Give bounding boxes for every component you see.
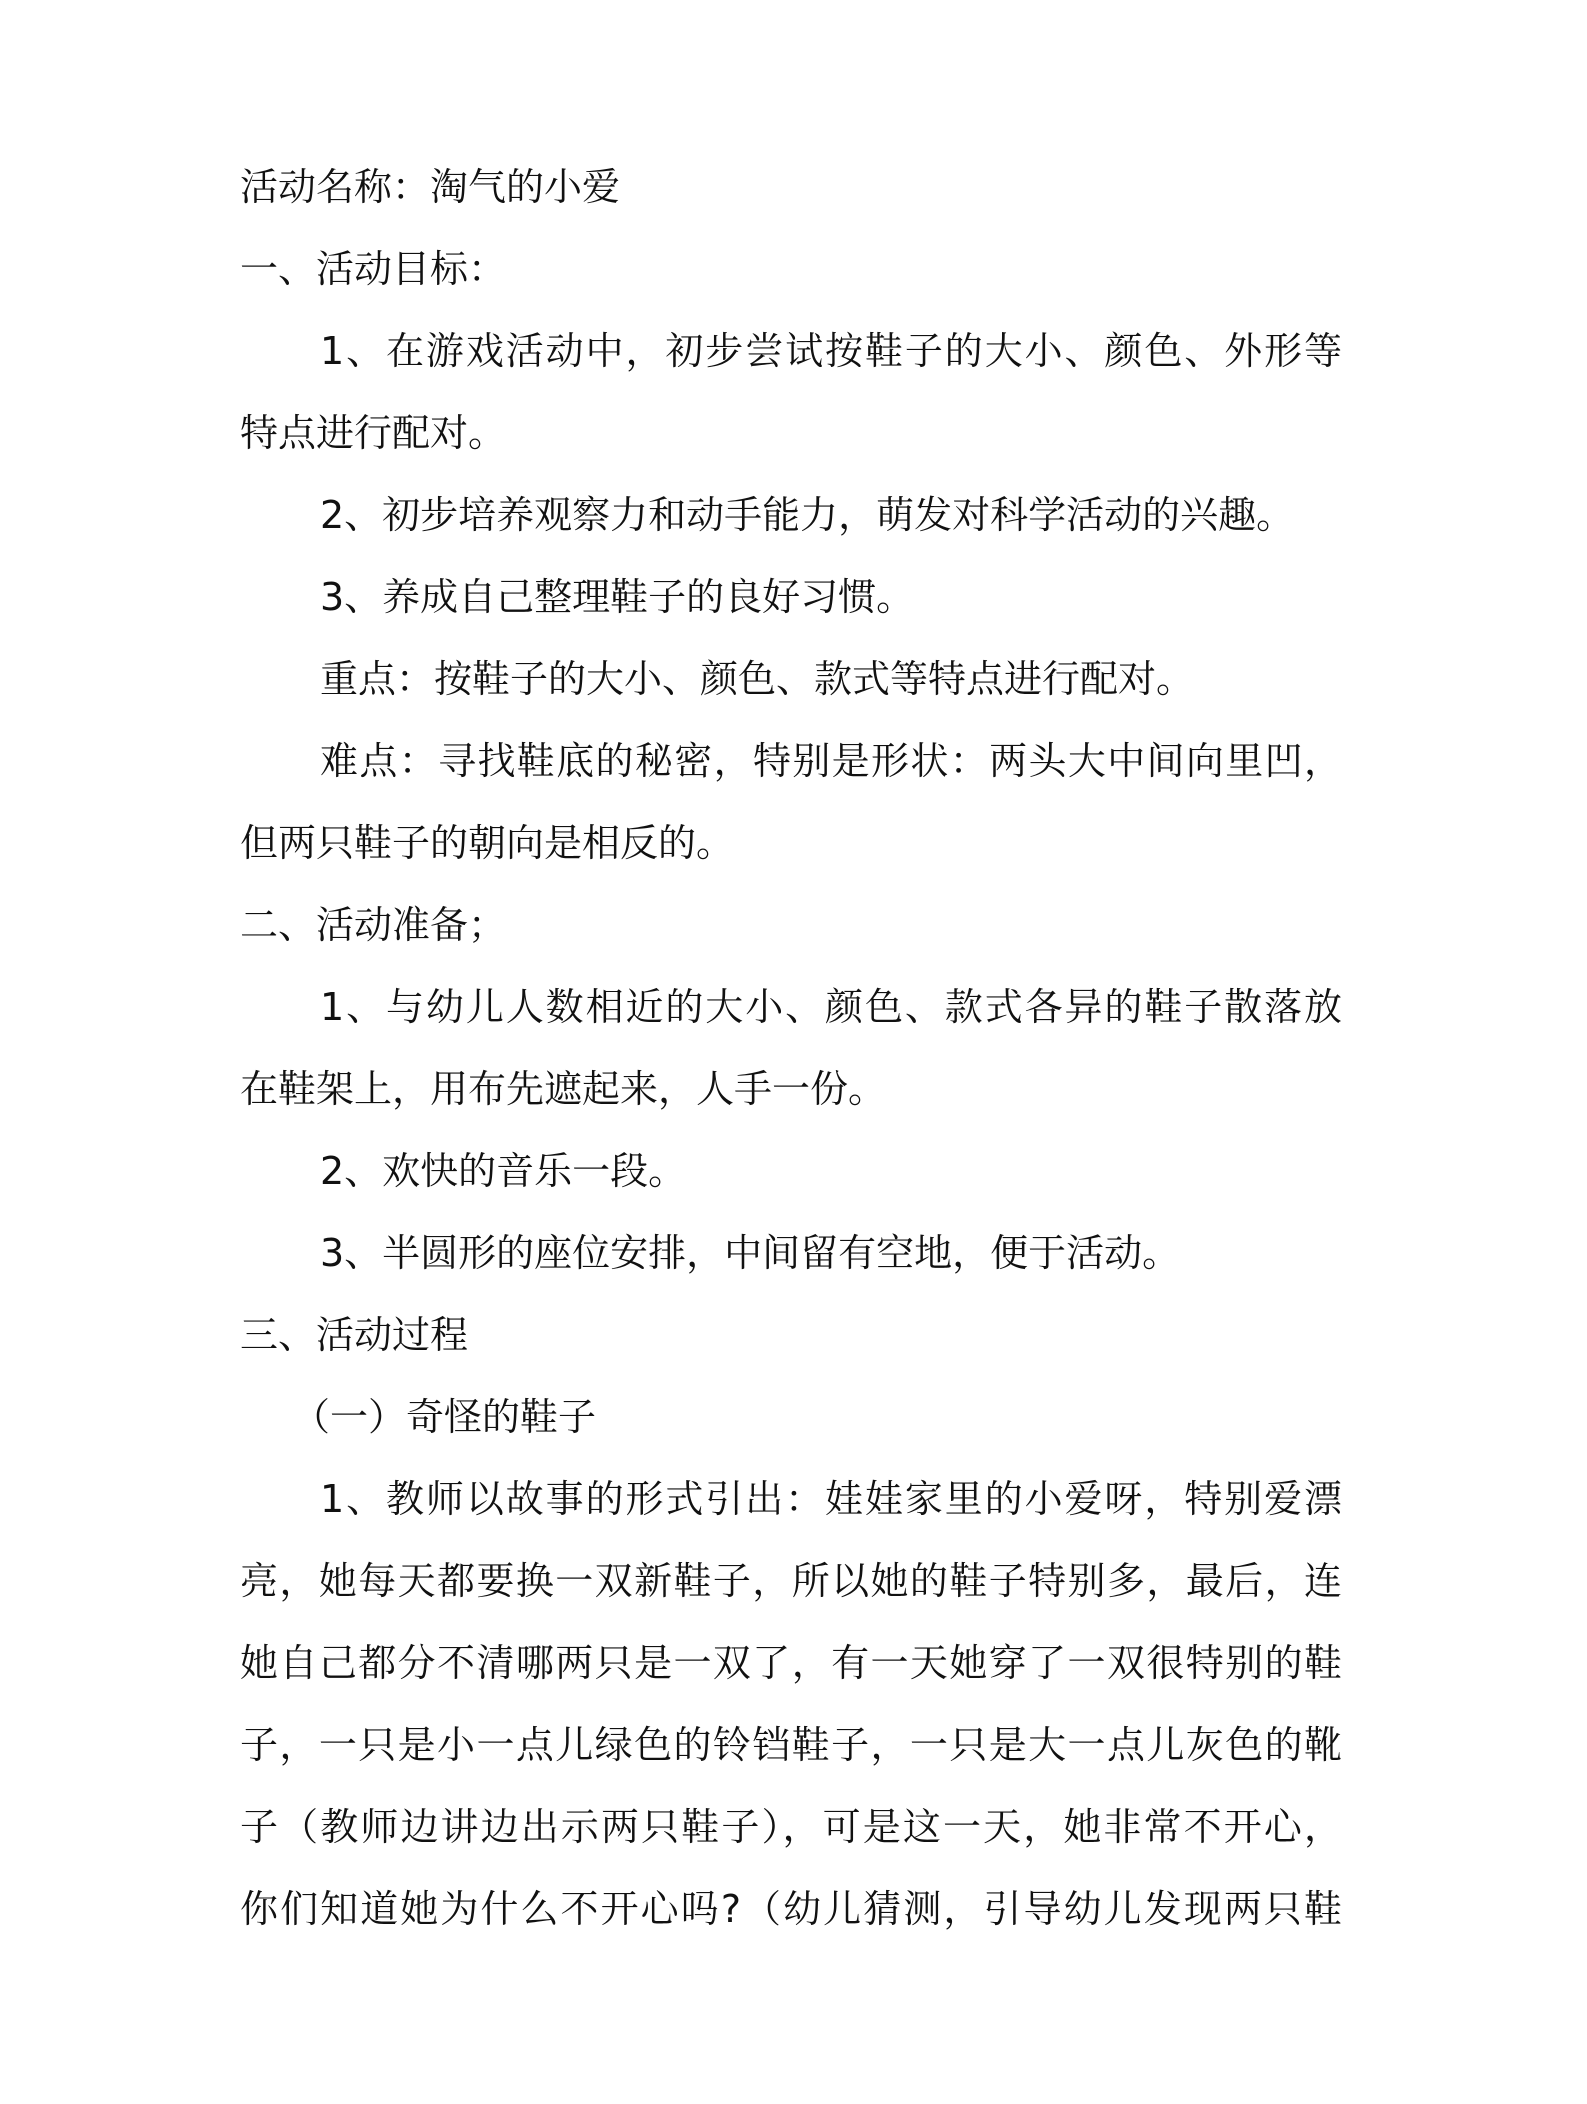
goals-heading: 一、活动目标： — [240, 247, 507, 291]
document-body — [240, 146, 1342, 1950]
preparation-item-3: 3、半圆形的座位安排，中间留有空地，便于活动。 — [320, 1231, 1181, 1275]
process-paragraph-line: 1、教师以故事的形式引出：娃娃家里的小爱呀，特别爱漂 — [320, 1477, 1342, 1521]
process-subheading: （一）奇怪的鞋子 — [292, 1395, 597, 1439]
difficulty-line-1: 难点：寻找鞋底的秘密，特别是形状：两头大中间向里凹， — [320, 739, 1342, 783]
activity-title: 活动名称：淘气的小爱 — [240, 165, 621, 209]
difficulty-line-2: 但两只鞋子的朝向是相反的。 — [240, 821, 735, 865]
process-paragraph-line: 你们知道她为什么不开心吗?（幼儿猜测，引导幼儿发现两只鞋 — [240, 1887, 1342, 1931]
preparation-item-1-line-2: 在鞋架上，用布先遮起来，人手一份。 — [240, 1067, 887, 1111]
preparation-item-2: 2、欢快的音乐一段。 — [320, 1149, 687, 1193]
process-paragraph-line: 她自己都分不清哪两只是一双了，有一天她穿了一双很特别的鞋 — [240, 1641, 1342, 1685]
goal-item-3: 3、养成自己整理鞋子的良好习惯。 — [320, 575, 915, 619]
process-paragraph-line: 子（教师边讲边出示两只鞋子），可是这一天，她非常不开心， — [240, 1805, 1342, 1849]
key-point: 重点：按鞋子的大小、颜色、款式等特点进行配对。 — [320, 657, 1195, 701]
goal-item-1-line-2: 特点进行配对。 — [240, 411, 507, 455]
preparation-heading: 二、活动准备； — [240, 903, 507, 947]
process-paragraph-line: 亮，她每天都要换一双新鞋子，所以她的鞋子特别多，最后，连 — [240, 1559, 1342, 1603]
goal-item-1-line-1: 1、在游戏活动中，初步尝试按鞋子的大小、颜色、外形等 — [320, 329, 1342, 373]
process-paragraph-line: 子，一只是小一点儿绿色的铃铛鞋子，一只是大一点儿灰色的靴 — [240, 1723, 1342, 1767]
process-heading: 三、活动过程 — [240, 1313, 469, 1357]
preparation-item-1-line-1: 1、与幼儿人数相近的大小、颜色、款式各异的鞋子散落放 — [320, 985, 1342, 1029]
goal-item-2: 2、初步培养观察力和动手能力，萌发对科学活动的兴趣。 — [320, 493, 1295, 537]
